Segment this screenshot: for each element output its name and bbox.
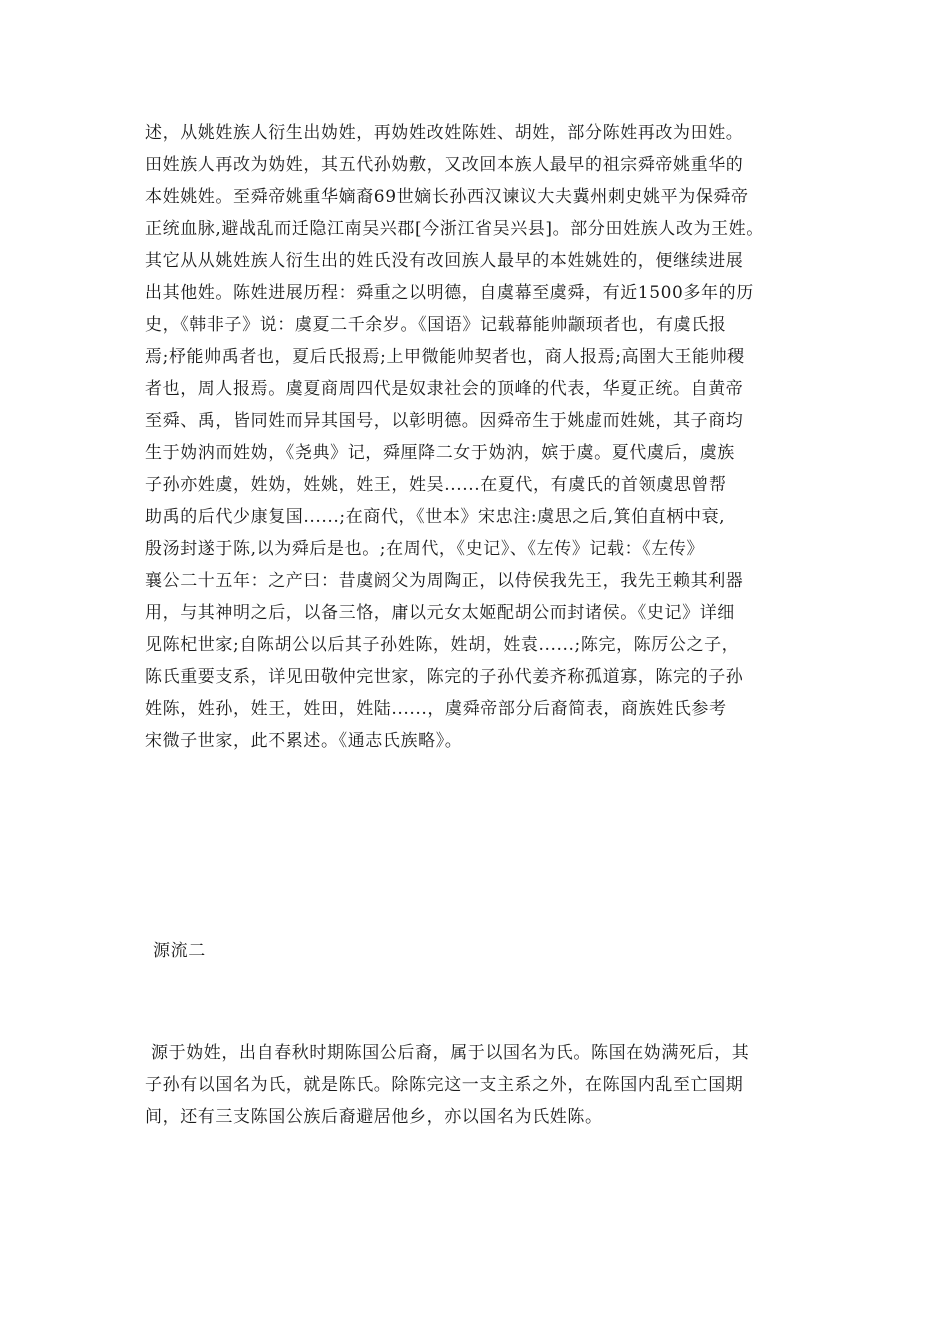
text-line: 陈氏重要支系，详见田敬仲完世家，陈完的子孙代姜齐称孤道寡，陈完的子孙 bbox=[145, 667, 744, 687]
text-line: 生于妫汭而姓妫，《尧典》记，舜厘降二女于妫汭，嫔于虞。夏代虞后，虞族 bbox=[145, 443, 735, 463]
paragraph-origin-history bbox=[145, 117, 825, 757]
text-line: 姓陈，姓孙，姓王，姓田，姓陆......，虞舜帝部分后裔简表，商族姓氏参考 bbox=[145, 699, 727, 719]
text-line: 其它从从姚姓族人衍生出的姓氏没有改回族人最早的本姓姚姓的，便继续进展 bbox=[145, 251, 744, 271]
text-line: 史，《韩非子》说：虞夏二千余岁。《国语》记载幕能帅颛顼者也，有虞氏报 bbox=[145, 315, 727, 335]
text-line: 至舜、禹，皆同姓而异其国号，以彰明德。因舜帝生于姚虚而姓姚，其子商均 bbox=[145, 411, 744, 431]
text-line: 者也，周人报焉。虞夏商周四代是奴隶社会的顶峰的代表，华夏正统。自黄帝 bbox=[145, 379, 744, 399]
text-line: 出其他姓。陈姓进展历程：舜重之以明德，自虞幕至虞舜，有近1500多年的历 bbox=[145, 283, 754, 303]
text-line: 间，还有三支陈国公族后裔避居他乡，亦以国名为氏姓陈。 bbox=[145, 1107, 603, 1127]
text-line: 源于妫姓，出自春秋时期陈国公后裔，属于以国名为氏。陈国在妫满死后，其 bbox=[145, 1043, 750, 1063]
text-line: 田姓族人再改为妫姓，其五代孙妫敷，又改回本族人最早的祖宗舜帝姚重华的 bbox=[145, 155, 744, 175]
text-line: 用，与其神明之后，以备三恪，庸以元女太姬配胡公而封诸侯。《史记》详细 bbox=[145, 603, 735, 623]
text-line: 述，从姚姓族人衍生出妫姓，再妫姓改姓陈姓、胡姓，部分陈姓再改为田姓。 bbox=[145, 123, 744, 143]
text-line: 子孙亦姓虞，姓妫，姓姚，姓王，姓吴......在夏代，有虞氏的首领虞思曾帮 bbox=[145, 475, 727, 495]
text-line: 助禹的后代少康复国......;在商代，《世本》宋忠注:虞思之后,箕伯直柄中衰, bbox=[145, 507, 726, 527]
section-heading-text: 源流二 bbox=[153, 941, 206, 961]
section-heading bbox=[153, 935, 833, 967]
text-line: 正统血脉,避战乱而迁隐江南吴兴郡[今浙江省吴兴县]。部分田姓族人改为王姓。 bbox=[145, 219, 764, 239]
paragraph-origin-two bbox=[145, 1037, 825, 1133]
text-line: 襄公二十五年：之产曰：昔虞阏父为周陶正，以侍侯我先王，我先王赖其利器 bbox=[145, 571, 744, 591]
text-line: 宋微子世家，此不累述。《通志氏族略》。 bbox=[145, 731, 463, 751]
text-line: 焉;杼能帅禹者也，夏后氏报焉;上甲微能帅契者也，商人报焉;高圉大王能帅稷 bbox=[145, 347, 745, 367]
text-line: 本姓姚姓。至舜帝姚重华嫡裔69世嫡长孙西汉谏议大夫冀州刺史姚平为保舜帝 bbox=[145, 187, 749, 207]
text-line: 殷汤封遂于陈,以为舜后是也。;在周代，《史记》、《左传》记载：《左传》 bbox=[145, 539, 705, 559]
text-line: 见陈杞世家;自陈胡公以后其子孙姓陈，姓胡，姓袁......;陈完，陈厉公之子， bbox=[145, 635, 740, 655]
text-line: 子孙有以国名为氏，就是陈氏。除陈完这一支主系之外，在陈国内乱至亡国期 bbox=[145, 1075, 744, 1095]
